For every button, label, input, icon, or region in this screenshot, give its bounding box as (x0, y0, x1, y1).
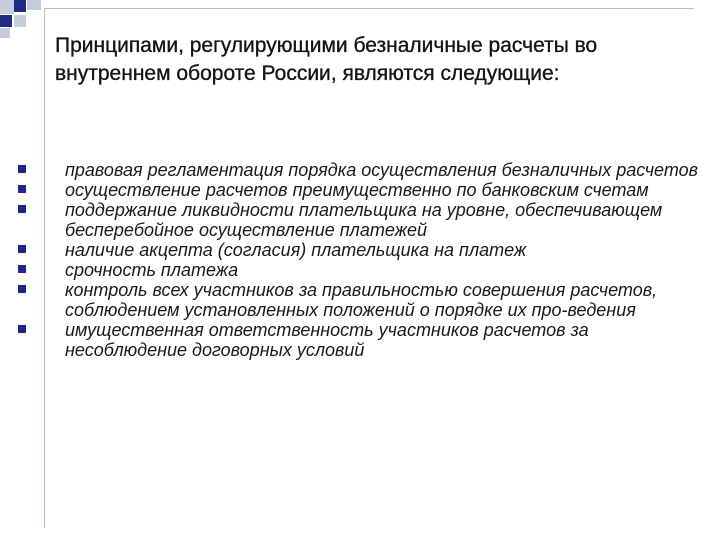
list-item-text: срочность платежа (65, 260, 239, 280)
corner-square-decoration (27, 0, 41, 10)
list-item (18, 280, 698, 320)
square-bullet-icon (18, 165, 26, 173)
square-bullet-icon (18, 265, 26, 273)
list-item (18, 160, 698, 180)
square-bullet-icon (18, 245, 26, 253)
square-bullet-icon (18, 185, 26, 193)
list-item-text: поддержание ликвидности плательщика на уровне, обеспечивающем бесперебойное осуществление платежей (65, 200, 663, 240)
list-item (18, 180, 698, 200)
corner-square-decoration (14, 15, 26, 27)
top-rule-line (44, 8, 694, 9)
list-item (18, 320, 698, 360)
list-item-text: контроль всех участников за правильностью совершения расчетов, соблюдением установленных положений о порядке их про-ведения (65, 280, 658, 320)
list-item-text: правовая регламентация порядка осуществления безналичных расчетов (65, 160, 699, 180)
list-item-text: имущественная ответственность участников расчетов за несоблюдение договорных условий (65, 320, 589, 360)
corner-square-decoration (0, 0, 14, 14)
square-bullet-icon (18, 325, 26, 333)
square-bullet-icon (18, 205, 26, 213)
corner-square-decoration (0, 28, 10, 38)
principles-list (18, 160, 698, 360)
square-bullet-icon (18, 285, 26, 293)
list-item (18, 240, 698, 260)
list-item (18, 260, 698, 280)
slide-title: Принципами, регулирующими безналичные расчеты во внутреннем обороте России, являются следующие: (55, 34, 598, 85)
corner-square-decoration (0, 15, 12, 27)
list-item-text: наличие акцепта (согласия) плательщика на платеж (65, 240, 527, 260)
corner-square-decoration (14, 0, 26, 12)
list-item-text: осуществление расчетов преимущественно по банковским счетам (65, 180, 649, 200)
list-item (18, 200, 698, 240)
